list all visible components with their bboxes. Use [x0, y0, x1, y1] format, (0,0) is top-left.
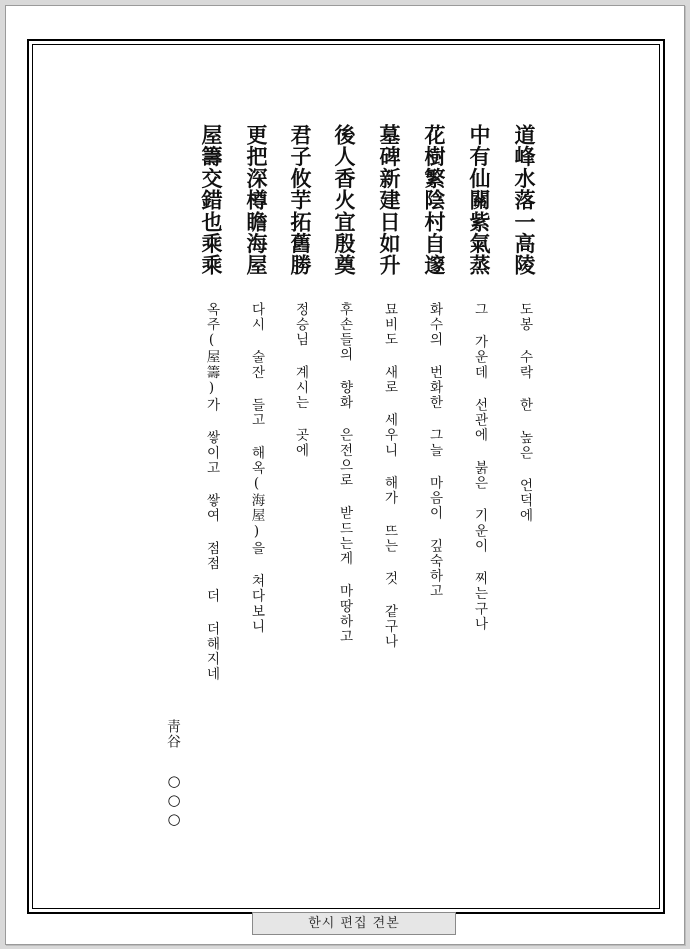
korean-line-8: 옥주(屋籌)가 쌓이고 쌓여 점점 더 더해지네 — [203, 302, 220, 682]
author-placeholder-mark: ○○○ — [165, 772, 183, 829]
hanja-line-2: 中有仙關紫氣蒸 — [467, 124, 492, 276]
hanja-line-7: 更把深樽瞻海屋 — [244, 124, 269, 276]
author-name: 靑谷 — [165, 719, 181, 749]
hanja-line-8: 屋籌交錯也乘乘 — [199, 124, 224, 276]
korean-line-2: 그 가운데 선관에 붉은 기운이 찌는구나 — [471, 302, 488, 632]
hanja-line-5: 後人香火宜殷奠 — [332, 124, 357, 276]
hanja-line-4: 墓碑新建日如升 — [377, 124, 402, 276]
caption-label: 한시 편집 견본 — [252, 912, 456, 935]
hanja-line-6: 君子攸芋拓舊勝 — [288, 124, 313, 276]
korean-line-6: 정승님 계시는 곳에 — [292, 302, 309, 458]
korean-line-4: 묘비도 새로 세우니 해가 뜨는 것 같구나 — [381, 302, 398, 650]
korean-line-1: 도봉 수락 한 높은 언덕에 — [516, 302, 533, 524]
hanja-line-1: 道峰水落一高陵 — [512, 124, 537, 276]
korean-line-5: 후손들의 향화 은전으로 받드는게 마땅하고 — [336, 302, 353, 645]
document-sheet — [5, 5, 685, 945]
korean-line-7: 다시 술잔 들고 해옥(海屋)을 쳐다보니 — [248, 302, 265, 635]
korean-line-3: 화수의 번화한 그늘 마음이 깊숙하고 — [426, 302, 443, 599]
hanja-line-3: 花樹繁陰村自邃 — [422, 124, 447, 276]
